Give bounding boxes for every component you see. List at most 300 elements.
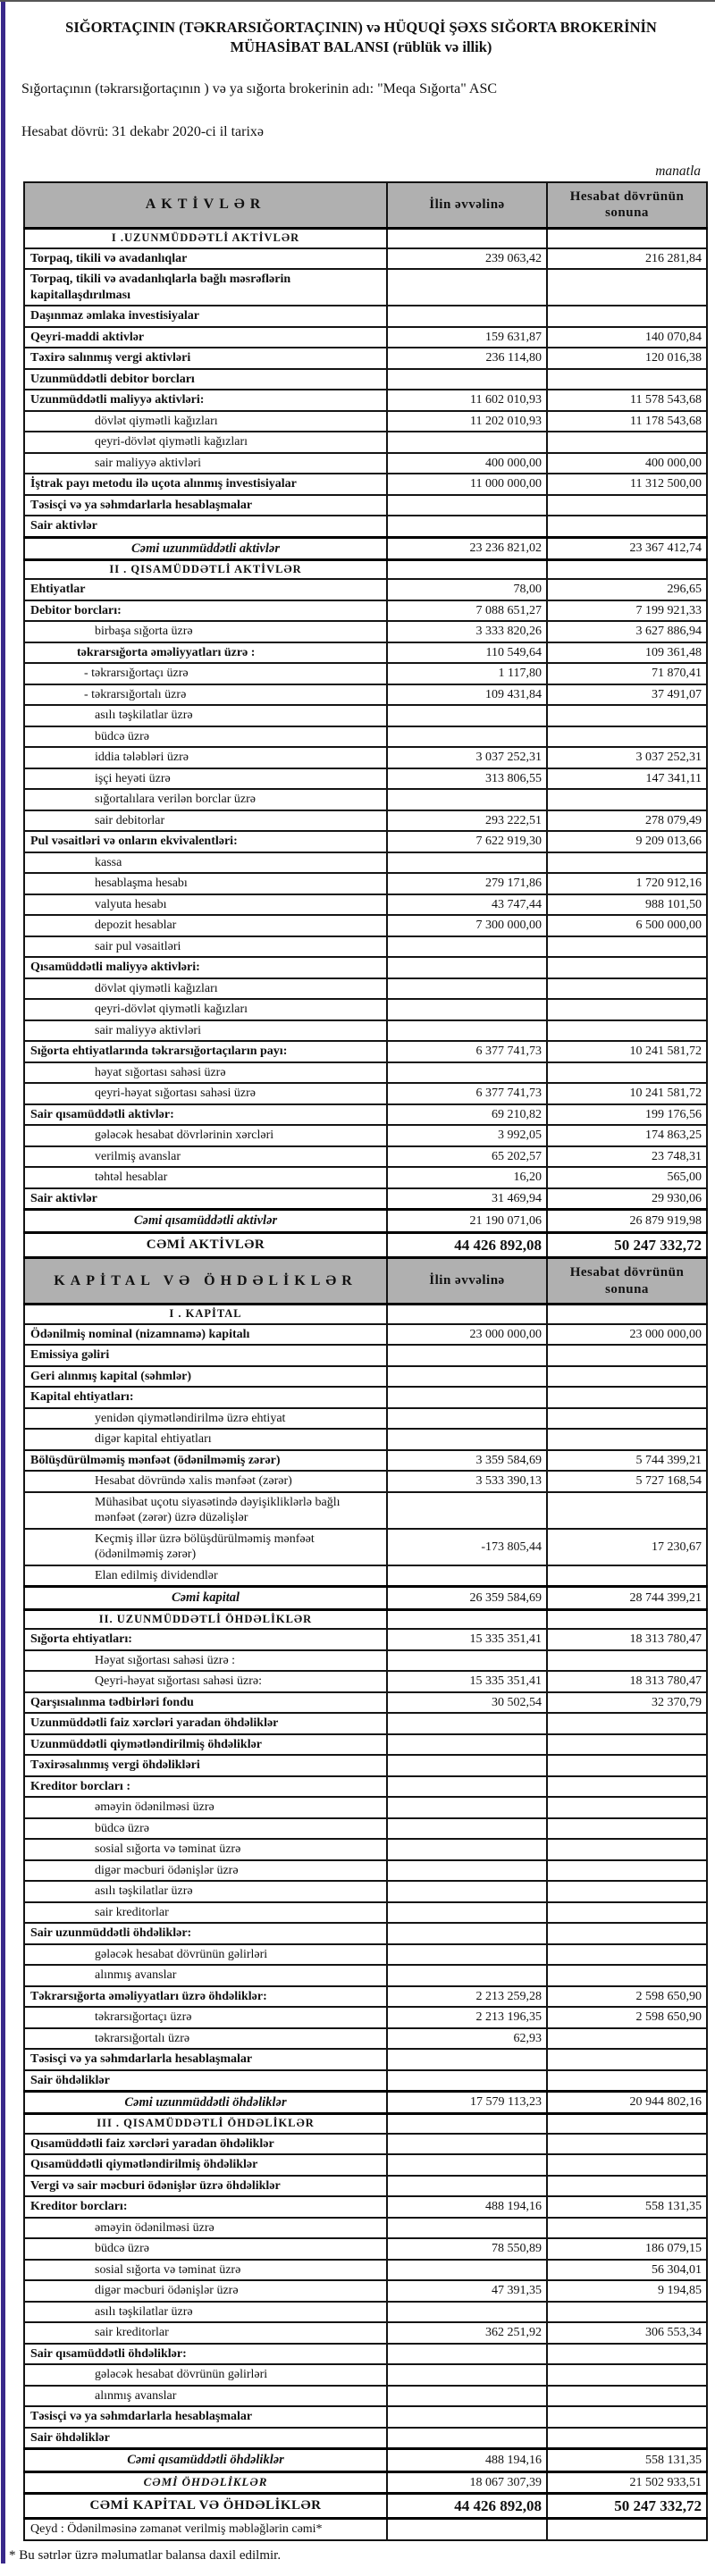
value-period-end	[547, 978, 707, 1000]
document-title	[23, 18, 699, 58]
balance-row	[24, 2494, 707, 2519]
value-period-end	[547, 1020, 707, 1042]
row-label: Ödənilmiş nominal (nizamnamə) kapitalı	[24, 1324, 387, 1346]
value-period-end: 109 361,48	[547, 642, 707, 664]
value-period-end	[547, 495, 707, 516]
value-period-end	[547, 1650, 707, 1672]
row-label: iddia tələbləri üzrə	[24, 747, 387, 768]
row-label: Emissiya gəliri	[24, 1345, 387, 1366]
balance-row	[24, 873, 707, 894]
value-year-start	[387, 2154, 547, 2176]
value-year-start: 43 747,44	[387, 894, 547, 916]
row-label: depozit hesablar	[24, 915, 387, 936]
row-label: sair kreditorlar	[24, 2322, 387, 2344]
value-period-end	[547, 1860, 707, 1882]
value-year-start	[387, 2344, 547, 2365]
value-year-start: 110 549,64	[387, 642, 547, 664]
value-year-start	[387, 1345, 547, 1366]
row-label: Təsisçi və ya səhmdarlarla hesablaşmalar	[24, 495, 387, 516]
row-label: sair pul vəsaitləri	[24, 936, 387, 958]
row-label: Qısamüddətli faiz xərcləri yaradan öhdəliklər	[24, 2134, 387, 2155]
row-label: valyuta hesabı	[24, 894, 387, 916]
value-year-start	[387, 1305, 547, 1324]
value-year-start: 3 333 820,26	[387, 621, 547, 642]
capital-liabilities-section	[24, 1257, 707, 2540]
value-year-start: 47 391,35	[387, 2280, 547, 2302]
row-label: Kreditor borcları:	[24, 2196, 387, 2218]
value-period-end	[547, 1713, 707, 1734]
balance-row	[24, 1609, 707, 1629]
value-year-start: 400 000,00	[387, 453, 547, 474]
row-label: Vergi və sair məcburi ödənişlər üzrə öhdəliklər	[24, 2176, 387, 2197]
value-year-start	[387, 2364, 547, 2386]
balance-row	[24, 642, 707, 664]
row-label: I . KAPİTAL	[24, 1305, 387, 1324]
row-label: Uzunmüddətli maliyyə aktivləri:	[24, 390, 387, 411]
value-year-start	[387, 2070, 547, 2092]
value-period-end	[547, 1305, 707, 1324]
value-period-end	[547, 269, 707, 306]
row-label: Debitor borcları:	[24, 600, 387, 622]
balance-row	[24, 411, 707, 432]
value-period-end	[547, 1429, 707, 1450]
company-name-line: Sığortaçının (təkrarsığortaçının ) və ya sığorta brokerinin adı: "Meqa Sığorta" ASC	[21, 80, 498, 96]
row-label: alınmış avanslar	[24, 1965, 387, 1986]
column-header-period-end: Hesabat dövrünün sonuna	[547, 182, 707, 229]
balance-row	[24, 978, 707, 1000]
value-year-start	[387, 2428, 547, 2449]
value-period-end: 26 879 919,98	[547, 1210, 707, 1232]
balance-row	[24, 1041, 707, 1062]
value-year-start: 23 000 000,00	[387, 1324, 547, 1346]
row-label: İştrak payı metodu ilə uçota alınmış investisiyalar	[24, 474, 387, 495]
row-label: Sair qısamüddətli öhdəliklər:	[24, 2344, 387, 2365]
balance-row	[24, 936, 707, 958]
balance-row	[24, 705, 707, 726]
balance-row	[24, 1062, 707, 1084]
value-year-start	[387, 726, 547, 748]
value-period-end	[547, 1366, 707, 1388]
row-label: Bölüşdürülməmiş mənfəət (ödənilməmiş zərər)	[24, 1450, 387, 1472]
currency-unit-label: manatla	[655, 163, 701, 179]
value-period-end	[547, 1565, 707, 1587]
row-label: gələcək hesabat dövrlərinin xərcləri	[24, 1125, 387, 1146]
value-period-end: 988 101,50	[547, 894, 707, 916]
value-period-end: 306 553,34	[547, 2322, 707, 2344]
row-label: gələcək hesabat dövrünün gəlirləri	[24, 1944, 387, 1966]
balance-row	[24, 2428, 707, 2449]
value-year-start: 65 202,57	[387, 1146, 547, 1168]
value-year-start: 2 213 196,35	[387, 2007, 547, 2028]
value-period-end	[547, 936, 707, 958]
value-year-start: 11 202 010,93	[387, 411, 547, 432]
value-period-end: 296,65	[547, 579, 707, 600]
balance-row	[24, 810, 707, 832]
balance-row	[24, 2302, 707, 2323]
column-header-year-start: İlin əvvəlinə	[387, 182, 547, 229]
value-period-end	[547, 2028, 707, 2050]
value-year-start: 6 377 741,73	[387, 1041, 547, 1062]
value-year-start	[387, 2134, 547, 2155]
value-year-start	[387, 2302, 547, 2323]
row-label: Geri alınmış kapital (səhmlər)	[24, 1366, 387, 1388]
balance-row	[24, 1345, 707, 1366]
value-year-start	[387, 1839, 547, 1860]
value-year-start	[387, 1429, 547, 1450]
value-year-start	[387, 957, 547, 978]
row-label: dövlət qiymətli kağızları	[24, 411, 387, 432]
balance-row	[24, 1366, 707, 1388]
row-label: Elan edilmiş dividendlər	[24, 1565, 387, 1587]
value-period-end: 11 178 543,68	[547, 411, 707, 432]
row-label: Təxirə salınmış vergi aktivləri	[24, 348, 387, 369]
balance-row	[24, 579, 707, 600]
value-year-start	[387, 306, 547, 327]
balance-row	[24, 2471, 707, 2494]
row-label: asılı təşkilatlar üzrə	[24, 2302, 387, 2323]
value-period-end	[547, 2302, 707, 2323]
value-period-end: 186 079,15	[547, 2238, 707, 2260]
row-label: Sair uzunmüddətli öhdəliklər:	[24, 1923, 387, 1944]
value-year-start	[387, 1902, 547, 1924]
value-year-start: 313 806,55	[387, 768, 547, 790]
value-year-start	[387, 269, 547, 306]
balance-row	[24, 789, 707, 810]
value-period-end: 558 131,35	[547, 2196, 707, 2218]
value-period-end	[547, 1609, 707, 1629]
balance-row	[24, 1629, 707, 1650]
balance-row	[24, 453, 707, 474]
report-period-line: Hesabat dövrü: 31 dekabr 2020-ci il tarixə	[21, 123, 265, 139]
value-period-end: 29 930,06	[547, 1188, 707, 1210]
row-label: sair kreditorlar	[24, 1902, 387, 1924]
value-year-start	[387, 1565, 547, 1587]
value-period-end: 140 070,84	[547, 327, 707, 348]
row-label: Təsisçi və ya səhmdarlarla hesablaşmalar	[24, 2049, 387, 2070]
value-period-end	[547, 1408, 707, 1430]
value-period-end: 37 491,07	[547, 684, 707, 706]
balance-row	[24, 2070, 707, 2092]
balance-row	[24, 1450, 707, 1472]
value-period-end	[547, 2218, 707, 2239]
page-left-stripe	[1, 2, 5, 2563]
row-label: digər kapital ehtiyatları	[24, 1429, 387, 1450]
value-period-end: 565,00	[547, 1167, 707, 1188]
value-year-start: 362 251,92	[387, 2322, 547, 2344]
document-header	[0, 2, 715, 180]
row-label: büdcə üzrə	[24, 2238, 387, 2260]
value-period-end: 7 199 921,33	[547, 600, 707, 622]
row-label: Qeyri-maddi aktivlər	[24, 327, 387, 348]
value-period-end	[547, 559, 707, 579]
balance-row	[24, 1902, 707, 1924]
value-year-start: 6 377 741,73	[387, 1083, 547, 1104]
row-label: Qeyri-həyat sığortası sahəsi üzrə:	[24, 1671, 387, 1692]
row-label: Kapital ehtiyatları:	[24, 1387, 387, 1408]
row-label: gələcək hesabat dövrünün gəlirləri	[24, 2364, 387, 2386]
value-period-end	[547, 1839, 707, 1860]
balance-row	[24, 831, 707, 852]
value-year-start	[387, 1860, 547, 1882]
value-period-end	[547, 1797, 707, 1818]
value-period-end: 120 016,38	[547, 348, 707, 369]
balance-row	[24, 621, 707, 642]
value-year-start: 69 210,82	[387, 1104, 547, 1126]
value-period-end	[547, 306, 707, 327]
value-year-start: 3 992,05	[387, 1125, 547, 1146]
row-label: hesablaşma hesabı	[24, 873, 387, 894]
value-year-start	[387, 1881, 547, 1902]
balance-row	[24, 1818, 707, 1840]
balance-row	[24, 1232, 707, 1257]
value-period-end	[547, 2519, 707, 2540]
value-year-start	[387, 1062, 547, 1084]
value-period-end: 71 870,41	[547, 663, 707, 684]
balance-row	[24, 2196, 707, 2218]
value-year-start: 3 037 252,31	[387, 747, 547, 768]
value-year-start: 488 194,16	[387, 2196, 547, 2218]
balance-row	[24, 1471, 707, 1492]
value-year-start	[387, 705, 547, 726]
row-label: Cəmi uzunmüddətli aktivlər	[24, 537, 387, 559]
row-label: sair maliyyə aktivləri	[24, 1020, 387, 1042]
value-year-start: 11 602 010,93	[387, 390, 547, 411]
value-year-start: 239 063,42	[387, 248, 547, 270]
value-period-end: 3 627 886,94	[547, 621, 707, 642]
row-label: büdcə üzrə	[24, 1818, 387, 1840]
value-period-end	[547, 726, 707, 748]
row-label: qeyri-həyat sığortası sahəsi üzrə	[24, 1083, 387, 1104]
value-year-start	[387, 999, 547, 1020]
value-period-end: 3 037 252,31	[547, 747, 707, 768]
row-label: sair debitorlar	[24, 810, 387, 832]
value-period-end	[547, 1492, 707, 1529]
value-period-end	[547, 2428, 707, 2449]
value-period-end: 9 194,85	[547, 2280, 707, 2302]
value-year-start	[387, 1944, 547, 1966]
balance-row	[24, 1104, 707, 1126]
row-label: sığortalılara verilən borclar üzrə	[24, 789, 387, 810]
row-label: təkrarsığortalı üzrə	[24, 2028, 387, 2050]
row-label: sosial sığorta və təminat üzrə	[24, 2260, 387, 2281]
value-period-end	[547, 1734, 707, 1756]
balance-row	[24, 1923, 707, 1944]
value-year-start: 44 426 892,08	[387, 2494, 547, 2519]
value-year-start: 3 359 584,69	[387, 1450, 547, 1472]
value-year-start: 26 359 584,69	[387, 1587, 547, 1609]
row-label: sosial sığorta və təminat üzrə	[24, 1839, 387, 1860]
balance-row	[24, 600, 707, 622]
value-year-start: 7 300 000,00	[387, 915, 547, 936]
row-label: sair maliyyə aktivləri	[24, 453, 387, 474]
balance-row	[24, 2364, 707, 2386]
row-label: Təsisçi və ya səhmdarlarla hesablaşmalar	[24, 2406, 387, 2428]
value-year-start	[387, 936, 547, 958]
value-year-start	[387, 229, 547, 248]
row-label: büdcə üzrə	[24, 726, 387, 748]
value-year-start	[387, 369, 547, 390]
balance-row	[24, 1188, 707, 1210]
value-year-start	[387, 2176, 547, 2197]
row-label: təhtəl hesablar	[24, 1167, 387, 1188]
value-period-end	[547, 2344, 707, 2365]
balance-row	[24, 269, 707, 306]
balance-row	[24, 1881, 707, 1902]
value-year-start	[387, 852, 547, 874]
value-period-end	[547, 1062, 707, 1084]
row-label: Cəmi qısamüddətli aktivlər	[24, 1210, 387, 1232]
value-year-start: 15 335 351,41	[387, 1629, 547, 1650]
value-year-start: 3 533 390,13	[387, 1471, 547, 1492]
column-header-period-end-2: Hesabat dövrünün sonuna	[547, 1257, 707, 1305]
balance-row	[24, 663, 707, 684]
value-year-start: 1 117,80	[387, 663, 547, 684]
value-period-end: 28 744 399,21	[547, 1587, 707, 1609]
value-year-start	[387, 2218, 547, 2239]
value-year-start: 7 088 651,27	[387, 600, 547, 622]
balance-row	[24, 248, 707, 270]
balance-row	[24, 2218, 707, 2239]
balance-row	[24, 1305, 707, 1324]
value-year-start	[387, 1387, 547, 1408]
balance-row	[24, 1125, 707, 1146]
balance-row	[24, 2386, 707, 2407]
value-period-end: 6 500 000,00	[547, 915, 707, 936]
balance-row	[24, 1944, 707, 1966]
value-period-end: 5 727 168,54	[547, 1471, 707, 1492]
value-period-end	[547, 2364, 707, 2386]
row-label: III . QISAMÜDDƏTLİ ÖHDƏLİKLƏR	[24, 2114, 387, 2134]
balance-row	[24, 1167, 707, 1188]
value-period-end	[547, 2134, 707, 2155]
row-label: Pul vəsaitləri və onların ekvivalentləri:	[24, 831, 387, 852]
value-period-end: 11 312 500,00	[547, 474, 707, 495]
balance-row	[24, 327, 707, 348]
balance-row	[24, 2028, 707, 2050]
value-period-end: 10 241 581,72	[547, 1083, 707, 1104]
value-year-start: 18 067 307,39	[387, 2471, 547, 2494]
document-title-line2: MÜHASİBAT BALANSI (rüblük və illik)	[230, 38, 492, 56]
row-label: Təxirəsalınmış vergi öhdəlikləri	[24, 1755, 387, 1776]
row-label: Həyat sığortası sahəsi üzrə :	[24, 1650, 387, 1672]
value-period-end	[547, 1965, 707, 1986]
row-label: I .UZUNMÜDDƏTLİ AKTİVLƏR	[24, 229, 387, 248]
value-year-start	[387, 2386, 547, 2407]
balance-row	[24, 1839, 707, 1860]
row-label: Sair aktivlər	[24, 516, 387, 537]
row-label: Mühasibat uçotu siyasətində dəyişikliklərlə bağlı mənfəət (zərər) üzrə düzəlişlər	[24, 1492, 387, 1529]
balance-row	[24, 726, 707, 748]
row-label: Qarşısıalınma tədbirləri fondu	[24, 1692, 387, 1714]
value-year-start	[387, 1650, 547, 1672]
value-year-start	[387, 2519, 547, 2540]
balance-row	[24, 2092, 707, 2114]
balance-row	[24, 957, 707, 978]
balance-row	[24, 1734, 707, 1756]
value-year-start	[387, 1797, 547, 1818]
value-period-end	[547, 1902, 707, 1924]
value-year-start: 44 426 892,08	[387, 1232, 547, 1257]
value-year-start: 15 335 351,41	[387, 1671, 547, 1692]
value-period-end	[547, 957, 707, 978]
balance-row	[24, 474, 707, 495]
balance-row	[24, 1692, 707, 1714]
balance-row	[24, 999, 707, 1020]
row-label: Uzunmüddətli debitor borcları	[24, 369, 387, 390]
row-label: - təkrarsığortaçı üzrə	[24, 663, 387, 684]
balance-row	[24, 1986, 707, 2008]
row-label: kassa	[24, 852, 387, 874]
row-label: Qısamüddətli maliyyə aktivləri:	[24, 957, 387, 978]
document-title-line1: SIĞORTAÇININ (TƏKRARSIĞORTAÇININ) və HÜQUQİ ŞƏXS SIĞORTA BROKERİNİN	[65, 19, 657, 36]
balance-row	[24, 1965, 707, 1986]
value-period-end	[547, 1944, 707, 1966]
row-label: yenidən qiymətləndirilmə üzrə ehtiyat	[24, 1408, 387, 1430]
row-label: II. UZUNMÜDDƏTLİ ÖHDƏLİKLƏR	[24, 1609, 387, 1629]
balance-row	[24, 1020, 707, 1042]
value-year-start	[387, 495, 547, 516]
row-label: Cəmi qısamüddətli öhdəliklər	[24, 2449, 387, 2471]
balance-row	[24, 852, 707, 874]
value-period-end	[547, 369, 707, 390]
value-year-start: 78 550,89	[387, 2238, 547, 2260]
balance-row	[24, 684, 707, 706]
row-label: təkrarsığorta əməliyyatları üzrə :	[24, 642, 387, 664]
balance-row	[24, 915, 707, 936]
balance-row	[24, 432, 707, 453]
balance-row	[24, 537, 707, 559]
value-year-start: 78,00	[387, 579, 547, 600]
balance-row	[24, 2134, 707, 2155]
row-label: Sair öhdəliklər	[24, 2070, 387, 2092]
value-period-end	[547, 1923, 707, 1944]
value-period-end	[547, 2406, 707, 2428]
value-year-start	[387, 1818, 547, 1840]
value-year-start: 488 194,16	[387, 2449, 547, 2471]
balance-row	[24, 1587, 707, 1609]
row-label: Sığorta ehtiyatlarında təkrarsığortaçıların payı:	[24, 1041, 387, 1062]
row-label: alınmış avanslar	[24, 2386, 387, 2407]
row-label: həyat sığortası sahəsi üzrə	[24, 1062, 387, 1084]
balance-row	[24, 1324, 707, 1346]
row-label: Sair aktivlər	[24, 1188, 387, 1210]
value-year-start: 109 431,84	[387, 684, 547, 706]
balance-row	[24, 2280, 707, 2302]
balance-row	[24, 348, 707, 369]
balance-row	[24, 2007, 707, 2028]
balance-row	[24, 1671, 707, 1692]
value-year-start	[387, 1492, 547, 1529]
balance-row	[24, 2406, 707, 2428]
balance-row	[24, 2176, 707, 2197]
value-period-end	[547, 1818, 707, 1840]
value-period-end: 50 247 332,72	[547, 2494, 707, 2519]
row-label: Cəmi kapital	[24, 1587, 387, 1609]
balance-row	[24, 1408, 707, 1430]
value-period-end: 9 209 013,66	[547, 831, 707, 852]
value-period-end: 23 367 412,74	[547, 537, 707, 559]
balance-row	[24, 2344, 707, 2365]
balance-row	[24, 306, 707, 327]
row-label: II . QISAMÜDDƏTLİ AKTİVLƏR	[24, 559, 387, 579]
row-label: Sair qısamüddətli aktivlər:	[24, 1104, 387, 1126]
value-year-start	[387, 978, 547, 1000]
assets-header-row	[24, 182, 707, 229]
value-year-start	[387, 2049, 547, 2070]
value-year-start: 62,93	[387, 2028, 547, 2050]
balance-row	[24, 2260, 707, 2281]
balance-row	[24, 1083, 707, 1104]
